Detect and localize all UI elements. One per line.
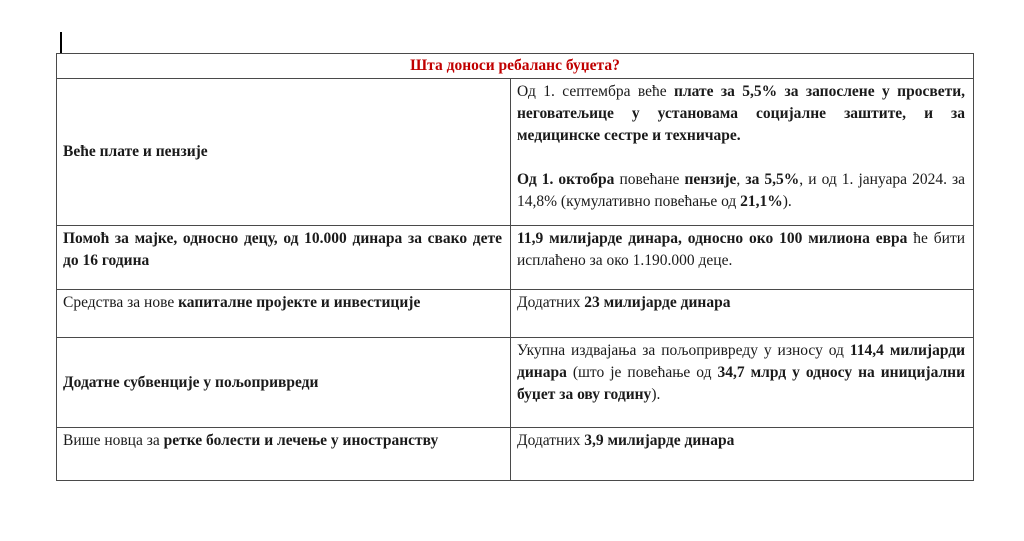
paragraph bbox=[517, 292, 965, 314]
cell-detail-capital-projects[interactable] bbox=[511, 290, 974, 338]
table-row bbox=[57, 79, 974, 226]
text-run: плате за 5,5% за запослене у просвети, неговатељице у установама социјалне заштите, и за медицинске сестре и техничаре. bbox=[517, 83, 966, 144]
cell-detail-salaries-pensions[interactable] bbox=[511, 79, 974, 226]
text-run: , и од 1. јануара 2024. за 14,8% (кумулативно повећање од bbox=[517, 171, 966, 210]
text-run: Укупна издвајања за пољопривреду у износу од bbox=[517, 342, 850, 359]
paragraph bbox=[517, 430, 965, 452]
paragraph bbox=[517, 169, 965, 213]
text-run: 21,1% bbox=[740, 193, 783, 210]
text-run: пензије bbox=[684, 171, 737, 188]
table-title: Шта доноси ребаланс буџета? bbox=[57, 54, 974, 79]
text-run: ). bbox=[782, 193, 792, 210]
cell-topic-agriculture-subsidies[interactable] bbox=[57, 338, 511, 428]
text-run: (што је повећање од bbox=[566, 364, 718, 381]
paragraph bbox=[63, 372, 502, 394]
cell-topic-mothers-children-aid[interactable] bbox=[57, 226, 511, 290]
cell-topic-rare-diseases[interactable] bbox=[57, 428, 511, 481]
table-row bbox=[57, 226, 974, 290]
table-title-row bbox=[57, 54, 974, 79]
cell-detail-rare-diseases[interactable] bbox=[511, 428, 974, 481]
text-run: 23 милијарде динара bbox=[584, 294, 731, 311]
text-run: ). bbox=[651, 386, 661, 403]
text-run: 34,7 млрд у односу на иницијални буџет за ову годину bbox=[517, 364, 966, 403]
paragraph bbox=[63, 430, 502, 452]
text-run: Додатних bbox=[517, 294, 585, 311]
paragraph bbox=[517, 228, 965, 272]
paragraph bbox=[517, 81, 965, 147]
paragraph bbox=[63, 141, 502, 163]
table-row bbox=[57, 290, 974, 338]
paragraph bbox=[517, 340, 965, 406]
text-run: 11,9 милијарде динара, односно око 100 милиона евра bbox=[517, 230, 908, 247]
cell-detail-agriculture-subsidies[interactable] bbox=[511, 338, 974, 428]
text-run: Више новца за bbox=[63, 432, 164, 449]
text-run: , bbox=[736, 171, 746, 188]
cell-detail-mothers-children-aid[interactable] bbox=[511, 226, 974, 290]
text-run: 3,9 милијарде динара bbox=[584, 432, 735, 449]
table-row bbox=[57, 428, 974, 481]
cell-topic-capital-projects[interactable] bbox=[57, 290, 511, 338]
table-row bbox=[57, 338, 974, 428]
text-run: ће бити исплаћено за око 1.190.000 деце. bbox=[517, 230, 966, 269]
text-cursor bbox=[60, 32, 62, 53]
cell-topic-salaries-pensions[interactable] bbox=[57, 79, 511, 226]
text-run: 114,4 милијарди динара bbox=[517, 342, 966, 381]
paragraph bbox=[63, 292, 502, 314]
text-run: ретке болести и лечење у иностранству bbox=[163, 432, 439, 449]
text-run: капиталне пројекте и инвестиције bbox=[178, 294, 421, 311]
text-run: Од 1. октобра bbox=[517, 171, 615, 188]
text-run: Од 1. септембра веће bbox=[517, 83, 675, 100]
text-run: Средства за нове bbox=[63, 294, 179, 311]
text-run: повећане bbox=[614, 171, 685, 188]
text-run: Додатних bbox=[517, 432, 585, 449]
text-run: за 5,5% bbox=[745, 171, 800, 188]
text-run: Веће плате и пензије bbox=[63, 143, 208, 160]
paragraph bbox=[63, 228, 502, 272]
text-run: Додатне субвенције у пољопривреди bbox=[63, 373, 319, 391]
text-run: Помоћ за мајке, односно децу, од 10.000 динара за свако дете до 16 година bbox=[63, 230, 502, 269]
budget-table bbox=[56, 53, 974, 481]
